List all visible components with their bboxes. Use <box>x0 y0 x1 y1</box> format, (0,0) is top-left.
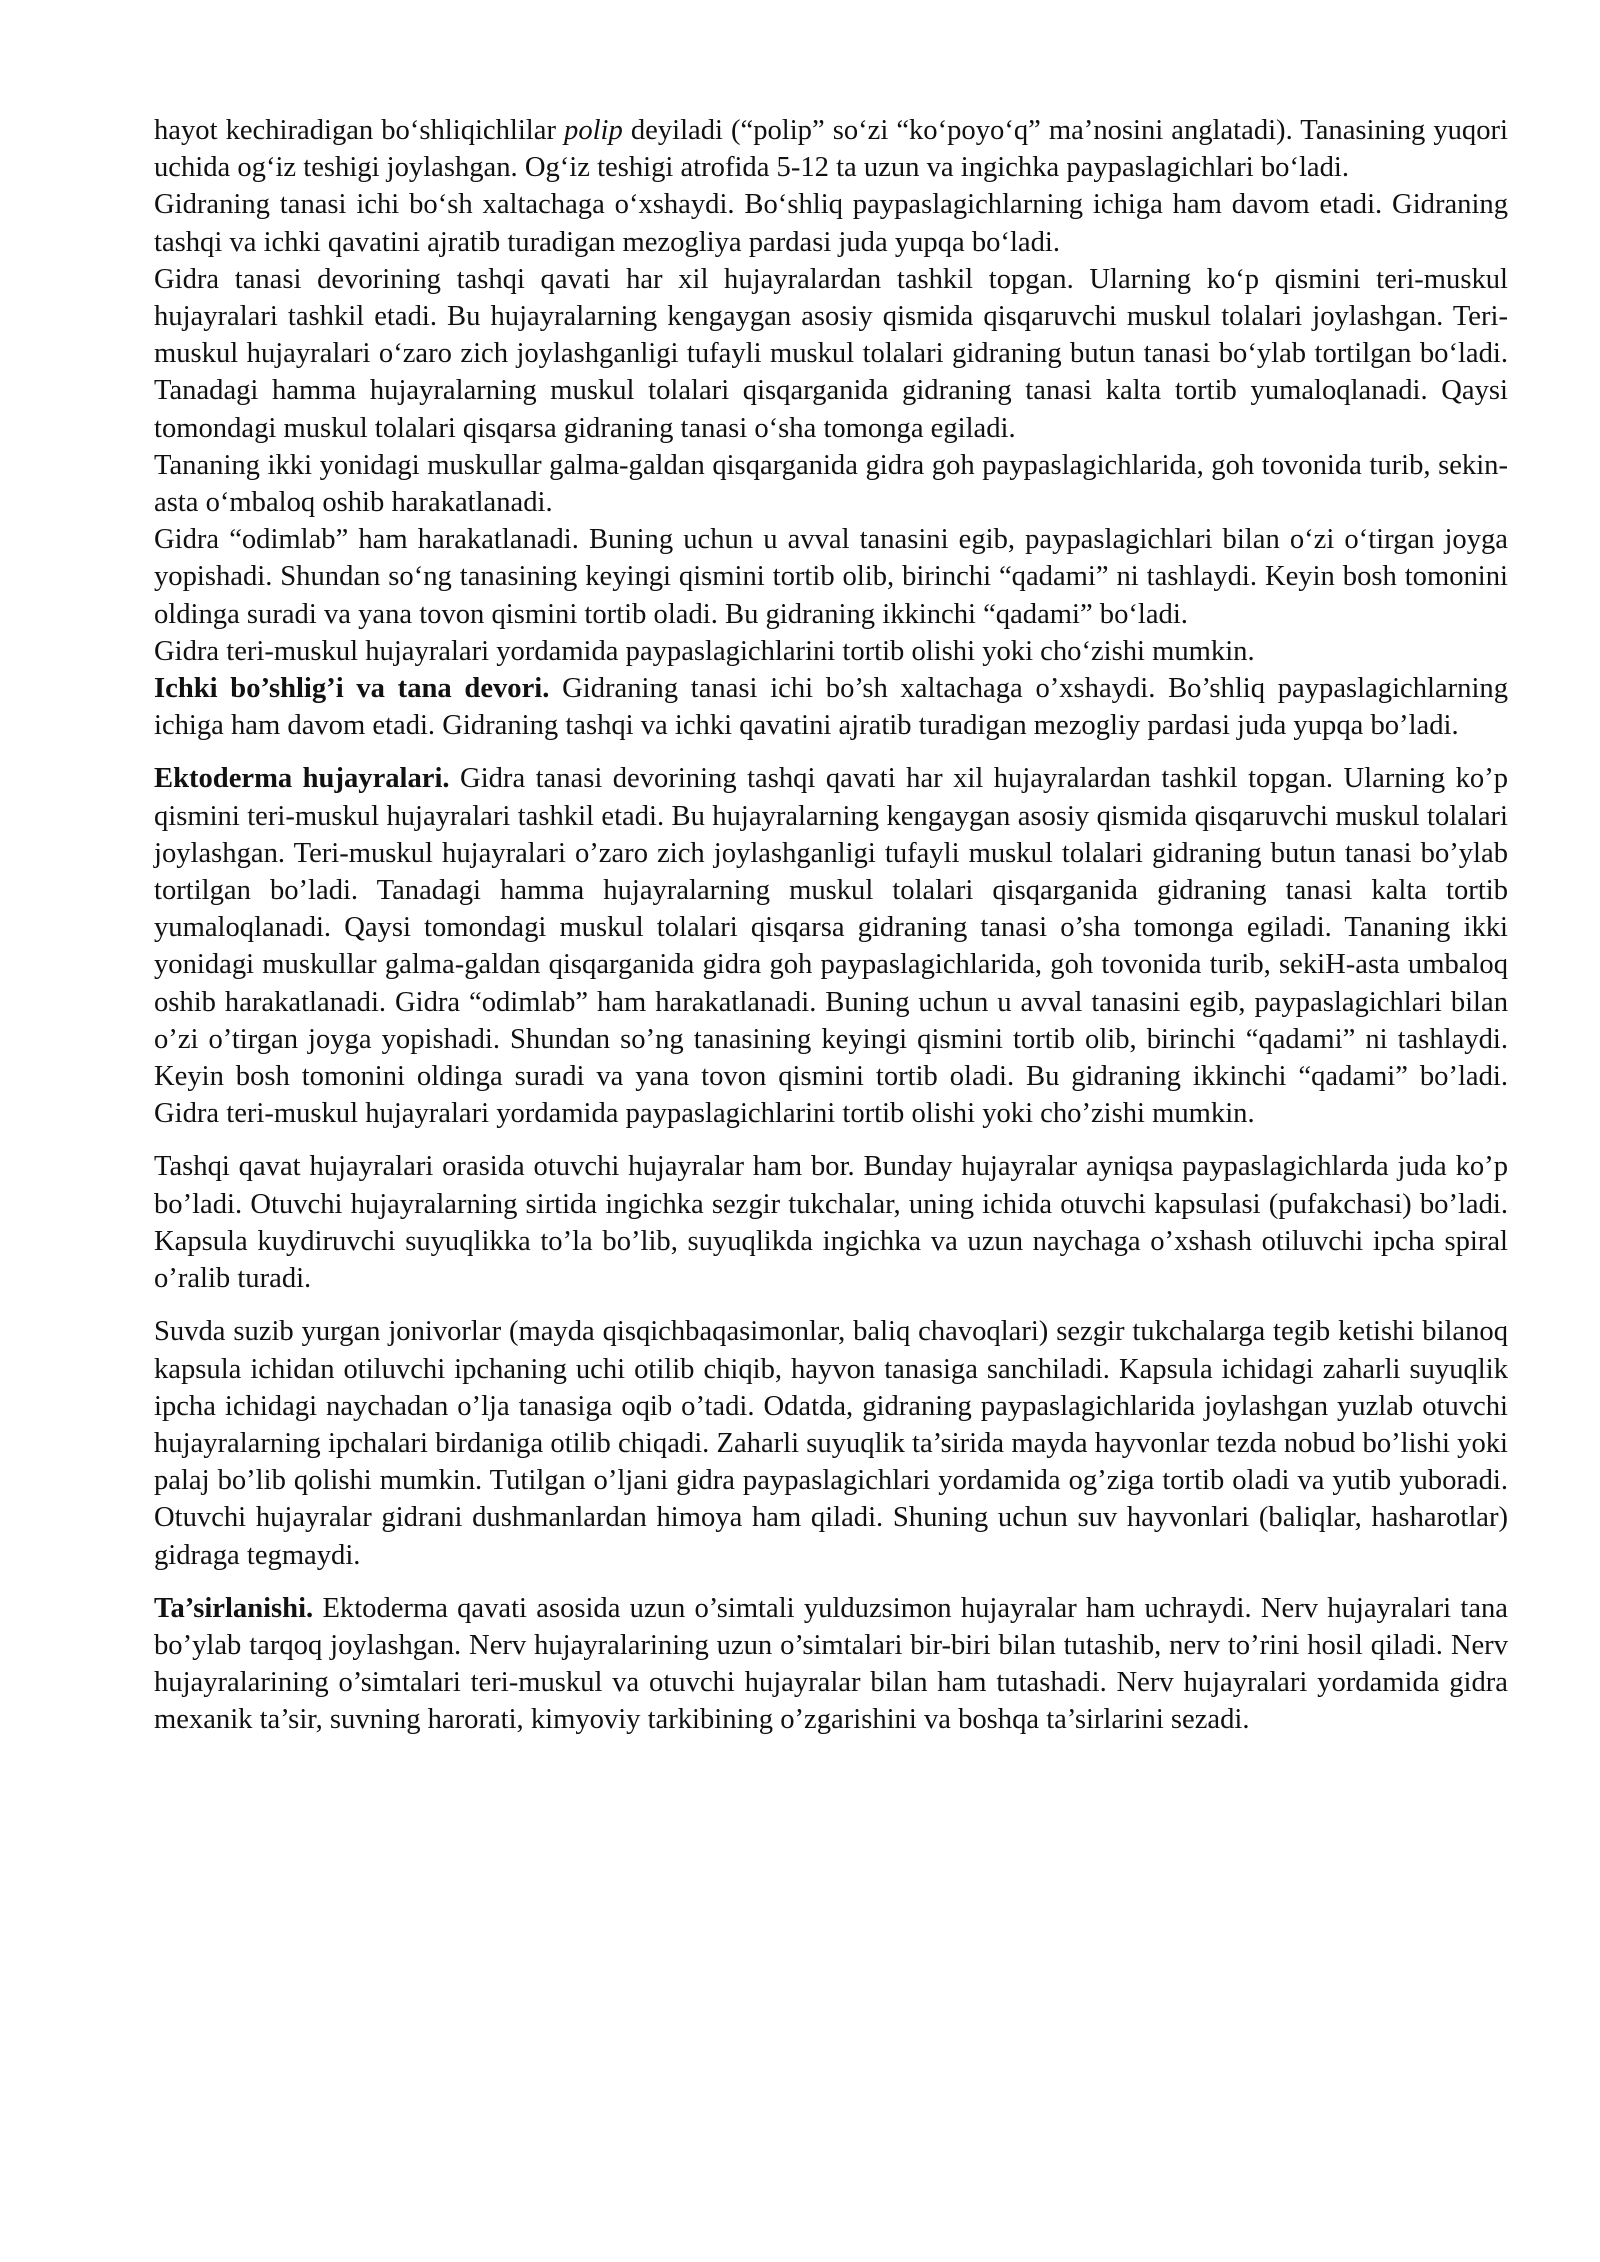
heading-ectoderm: Ektoderma hujayralari. <box>154 763 450 795</box>
paragraph-stinging-cells: Tashqi qavat hujayralari orasida otuvchi hujayralar ham bor. Bunday hujayralar ayniqsa paypaslagichlarda juda ko’p bo’ladi. Otuvchi hujayralarning sirtida ingichka sezgir tukchalar, uning ichida otuvchi kapsulasi (pufakchasi) bo’ladi. Kapsula kuydiruvchi suyuqlikka to’la bo’lib, suyuqlikda ingichka va uzun naychaga o’xshash otiluvchi ipcha spiral o’ralib turadi. <box>154 1151 1508 1295</box>
paragraph-irritability-text: Ektoderma qavati asosida uzun o’simtali yulduzsimon hujayralar ham uchraydi. Nerv hujayralari tana bo’ylab tarqoq joylashgan. Nerv hujayralarining uzun o’simtalari bir-biri bilan tutashib, nerv to’rini hosil qiladi. Nerv hujayralarining o’simtalari teri-muskul va otuvchi hujayralar bilan ham tutashadi. Nerv hujayralari yordamida gidra mexanik ta’sir, suvning harorati, kimyoviy tarkibining o’zgarishini va boshqa ta’sirlarini sezadi. <box>154 1592 1508 1736</box>
paragraph-body-cavity: Gidraning tanasi ichi bo‘sh xaltachaga o‘xshaydi. Bo‘shliq paypaslagichlarning ichiga ham davom etadi. Gidraning tashqi va ichki qavatini ajratib turadigan mezogliya pardasi juda yupqa bo‘ladi. <box>154 189 1508 258</box>
heading-irritability: Ta’sirlanishi. <box>154 1592 314 1624</box>
paragraph-polyp-end: deyiladi (“polip” so‘zi “ko‘poyo‘q” ma’nosini anglatadi). Tanasining yuqori uchida og‘iz teshigi joylashgan. Og‘iz teshigi atrofida 5-12 ta uzun va ingichka paypaslagichlari bo‘ladi. <box>154 115 1508 184</box>
paragraph-somersault: Tananing ikki yonidagi muskullar galma-galdan qisqarganida gidra goh paypaslagichlarida, goh tovonida turib, sekin-asta o‘mbaloq oshib harakatlanadi. <box>154 449 1508 519</box>
paragraph-irritability <box>154 1590 1508 1739</box>
paragraph-ectoderm <box>154 760 1508 1132</box>
paragraph-polyp <box>154 112 1508 186</box>
paragraph-body-wall: Gidra tanasi devorining tashqi qavati har xil hujayralardan tashkil topgan. Ularning ko‘p qismini teri-muskul hujayralari tashkil etadi. Bu hujayralarning kengaygan asosiy qismida qisqaruvchi muskul tolalari joylashgan. Teri-muskul hujayralari o‘zaro zich joylashganligi tufayli muskul tolalari gidraning butun tanasi bo‘ylab tortilgan bo‘ladi. Tanadagi hamma hujayralarning muskul tolalari qisqarganida gidraning tanasi kalta tortib yumaloqlanadi. Qaysi tomondagi muskul tolalari qisqarsa gidraning tanasi o‘sha tomonga egiladi. <box>154 263 1508 444</box>
paragraph-inner-cavity <box>154 670 1508 744</box>
paragraph-ectoderm-text: Gidra tanasi devorining tashqi qavati har xil hujayralardan tashkil topgan. Ularning ko’p qismini teri-muskul hujayralari tashkil etadi. Bu hujayralarning kengaygan asosiy qismida qisqaruvchi muskul tolalari joylashgan. Teri-muskul hujayralari o’zaro zich joylashganligi tufayli muskul tolalari gidraning butun tanasi bo’ylab tortilgan bo’ladi. Tanadagi hamma hujayralarning muskul tolalari qisqarganida gidraning tanasi kalta tortib yumaloqlanadi. Qaysi tomondagi muskul tolalari qisqarsa gidraning tanasi o’sha tomonga egiladi. Tananing ikki yonidagi muskullar galma-galdan qisqarganida gidra goh paypaslagichlarida, goh tovonida turib, sekiH-asta umbaloq oshib harakatlanadi. Gidra “odimlab” ham harakatlanadi. Buning uchun u avval tanasini egib, paypaslagichlari bilan o’zi o’tirgan joyga yopishadi. Shundan so’ng tanasining keyingi qismini tortib olib, birinchi “qadami” ni tashlaydi. Keyin bosh tomonini oldinga suradi va yana tovon qismini tortib oladi. Bu gidraning ikkinchi “qadami” bo’ladi. Gidra teri-muskul hujayralari yordamida paypaslagichlarini tortib olishi yoki cho’zishi mumkin. <box>154 763 1509 1130</box>
paragraph-tentacles: Gidra teri-muskul hujayralari yordamida paypaslagichlarini tortib olishi yoki cho‘zishi mumkin. <box>154 635 1255 667</box>
heading-inner-cavity: Ichki bo’shlig’i va tana devori. <box>154 673 550 705</box>
term-polip: polip <box>564 115 623 146</box>
paragraph-polyp-start: hayot kechiradigan bo‘shliqichlilar <box>154 115 565 146</box>
paragraph-stepping: Gidra “odimlab” ham harakatlanadi. Buning uchun u avval tanasini egib, paypaslagichlari bilan o‘zi o‘tirgan joyga yopishadi. Shundan so‘ng tanasining keyingi qismini tortib olib, birinchi “qadami” ni tashlaydi. Keyin bosh tomonini oldinga suradi va yana tovon qismini tortib oladi. Bu gidraning ikkinchi “qadami” bo‘ladi. <box>154 524 1508 630</box>
paragraph-prey-capture: Suvda suzib yurgan jonivorlar (mayda qisqichbaqasimonlar, baliq chavoqlari) sezgir tukchalarga tegib ketishi bilanoq kapsula ichidan otiluvchi ipchaning uchi otilib chiqib, hayvon tanasiga sanchiladi. Kapsula ichidagi zaharli suyuqlik ipcha ichidagi naychadan o’lja tanasiga oqib o’tadi. Odatda, gidraning paypaslagichlarida joylashgan yuzlab otuvchi hujayralarning ipchalari birdaniga otilib chiqadi. Zaharli suyuqlik ta’sirida mayda hayvonlar tezda nobud bo’lishi yoki palaj bo’lib qolishi mumkin. Tutilgan o’ljani gidra paypaslagichlari yordamida og’ziga tortib oladi va yutib yuboradi. Otuvchi hujayralar gidrani dushmanlardan himoya ham qiladi. Shuning uchun suv hayvonlari (baliqlar, hasharotlar) gidraga tegmaydi. <box>154 1316 1508 1571</box>
document-page <box>154 112 1508 1739</box>
paragraph-inner-cavity-text: Gidraning tanasi ichi bo’sh xaltachaga o’xshaydi. Bo’shliq paypaslagichlarning ichiga ham davom etadi. Gidraning tashqi va ichki qavatini ajratib turadigan mezogliy pardasi juda yupqa bo’ladi. <box>154 673 1508 742</box>
